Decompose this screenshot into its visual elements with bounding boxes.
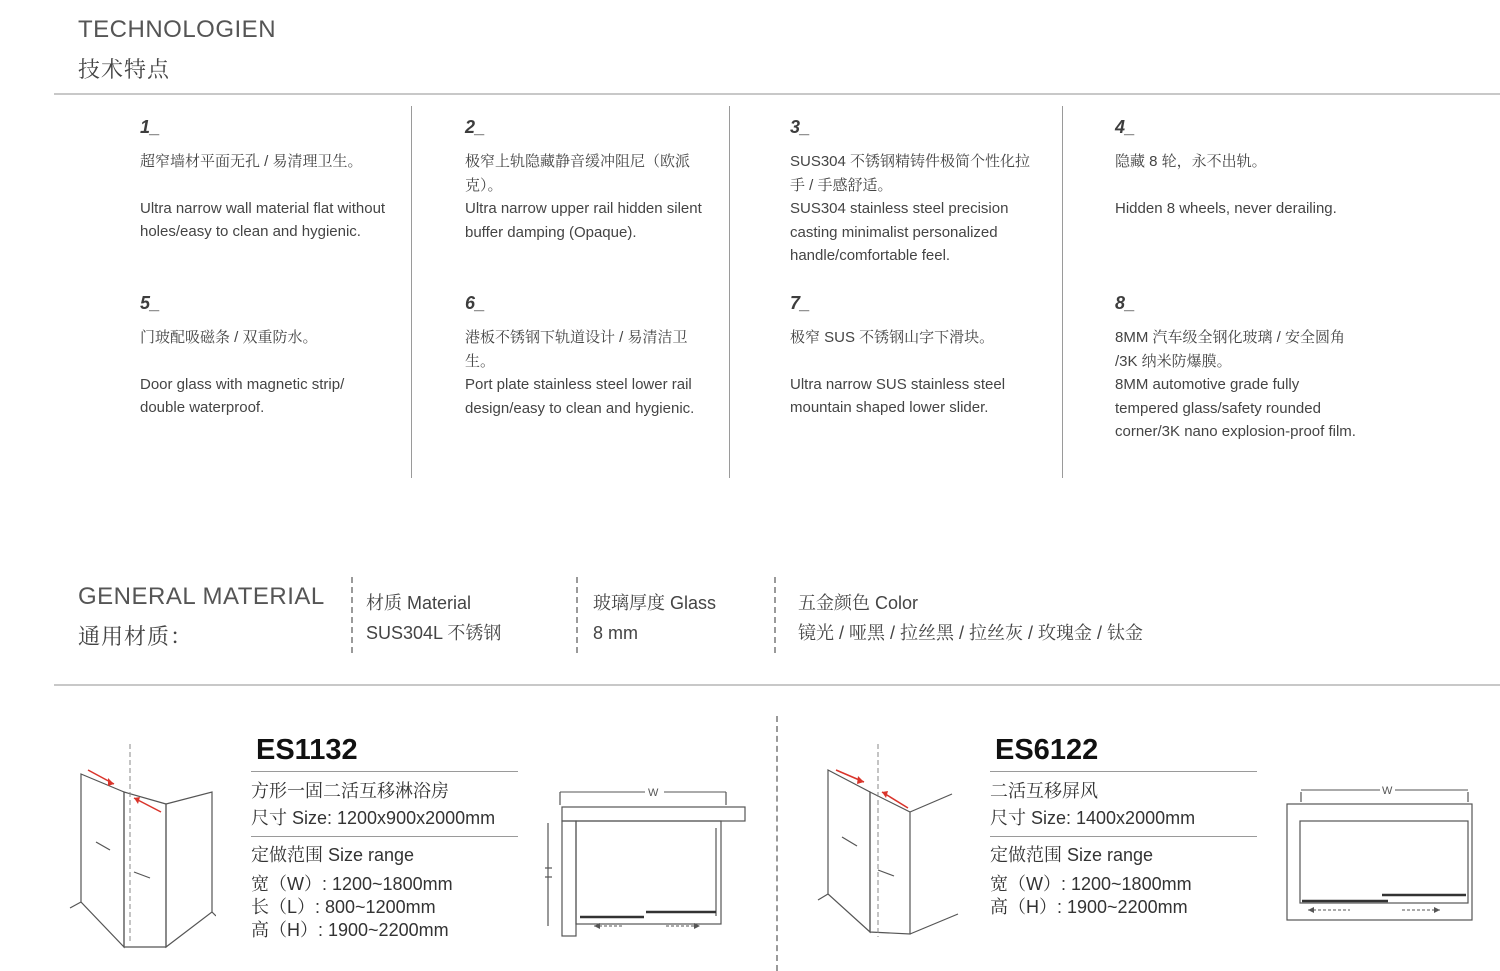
model-underline xyxy=(990,771,1257,772)
color-item xyxy=(798,588,1143,648)
section-title-en: TECHNOLOGIEN xyxy=(78,16,277,43)
material-value: SUS304L 不锈钢 xyxy=(366,623,502,643)
feature-number: 7_ xyxy=(790,293,811,313)
feature-text-en: SUS304 stainless steel precision casting minimalist personalized handle/comfortable feel. xyxy=(790,200,1009,264)
glass-item xyxy=(593,588,716,648)
feature-text-zh: 极窄上轨隐藏静音缓冲阻尼（欧派克）。 xyxy=(465,153,691,194)
color-label: 五金颜色 Color xyxy=(798,593,919,613)
feature-text-en: Port plate stainless steel lower rail design/easy to clean and hygienic. xyxy=(465,376,695,417)
column-divider xyxy=(411,106,412,478)
feature-text-en: Ultra narrow SUS stainless steel mountain shaped lower slider. xyxy=(790,375,1006,416)
product-size: 尺寸 Size: 1200x900x2000mm xyxy=(251,808,496,828)
glass-value: 8 mm xyxy=(593,623,638,643)
size-range-height: 高（H）: 1900~2200mm xyxy=(990,897,1188,917)
material-item xyxy=(366,588,501,648)
feature-text-zh: 超窄墙材平面无孔 / 易清理卫生。 xyxy=(140,153,363,170)
feature-text-zh: SUS304 不锈钢精铸件极简个性化拉手 / 手感舒适。 xyxy=(790,153,1031,194)
size-range-height: 高（H）: 1900~2200mm xyxy=(251,920,449,940)
model-title: ES1132 xyxy=(256,734,358,766)
section-title-zh: 技术特点 xyxy=(78,57,171,82)
feature-item xyxy=(140,116,390,244)
product-divider xyxy=(776,716,778,971)
size-range-title: 定做范围 Size range xyxy=(251,845,415,865)
model-title: ES6122 xyxy=(995,734,1099,766)
material-title-en: GENERAL MATERIAL xyxy=(78,583,325,610)
feature-item xyxy=(1115,116,1365,220)
column-divider xyxy=(1062,106,1063,478)
feature-item xyxy=(790,292,1040,420)
feature-number: 1_ xyxy=(140,117,161,137)
feature-text-zh: 8MM 汽车级全钢化玻璃 / 安全圆角 /3K 纳米防爆膜。 xyxy=(1115,329,1346,370)
size-range-title: 定做范围 Size range xyxy=(990,845,1154,865)
column-divider xyxy=(729,106,730,478)
feature-number: 8_ xyxy=(1115,293,1136,313)
shower-screen-3d-drawing xyxy=(812,742,962,942)
feature-item xyxy=(790,116,1040,268)
color-value: 镜光 / 哑黑 / 拉丝黑 / 拉丝灰 / 玫瑰金 / 钛金 xyxy=(798,623,1144,643)
feature-number: 5_ xyxy=(140,293,161,313)
material-label: 材质 Material xyxy=(366,593,472,613)
feature-text-en: Hidden 8 wheels, never derailing. xyxy=(1115,199,1337,217)
feature-text-zh: 极窄 SUS 不锈钢山字下滑块。 xyxy=(790,329,995,346)
plan-width-label: W xyxy=(1382,785,1393,797)
material-divider xyxy=(774,577,776,653)
spec-underline xyxy=(251,836,518,837)
feature-text-en: Ultra narrow wall material flat without holes/easy to clean and hygienic. xyxy=(140,199,386,240)
product-name: 方形一固二活互移淋浴房 xyxy=(251,781,449,801)
feature-item xyxy=(1115,292,1365,444)
feature-item xyxy=(465,116,715,244)
feature-number: 4_ xyxy=(1115,117,1136,137)
header-divider xyxy=(54,93,1500,95)
size-range-width: 宽（W）: 1200~1800mm xyxy=(251,874,453,894)
plan-width-label: W xyxy=(648,787,659,799)
product-name: 二活互移屏风 xyxy=(990,781,1098,801)
material-divider xyxy=(576,577,578,653)
spec-underline xyxy=(990,836,1257,837)
glass-label: 玻璃厚度 Glass xyxy=(593,593,717,613)
feature-text-zh: 隐藏 8 轮，永不出轨。 xyxy=(1115,153,1267,170)
feature-text-en: Ultra narrow upper rail hidden silent buffer damping (Opaque). xyxy=(465,200,702,241)
feature-item xyxy=(140,292,390,420)
shower-enclosure-3d-drawing xyxy=(66,742,216,952)
material-divider xyxy=(351,577,353,653)
product-size: 尺寸 Size: 1400x2000mm xyxy=(990,808,1196,828)
feature-text-en: 8MM automotive grade fully tempered glass/safety rounded corner/3K nano explosion-proof film. xyxy=(1115,376,1356,440)
feature-number: 2_ xyxy=(465,117,486,137)
material-divider-bottom xyxy=(54,684,1500,686)
feature-text-zh: 港板不锈钢下轨道设计 / 易清洁卫生。 xyxy=(465,329,688,370)
size-range-width: 宽（W）: 1200~1800mm xyxy=(990,874,1192,894)
feature-item xyxy=(465,292,715,420)
shower-enclosure-plan-drawing xyxy=(540,780,750,940)
feature-text-en: Door glass with magnetic strip/ double waterproof. xyxy=(140,375,345,416)
size-range-length: 长（L）: 800~1200mm xyxy=(251,897,436,917)
feature-number: 6_ xyxy=(465,293,486,313)
model-underline xyxy=(251,771,518,772)
feature-text-zh: 门玻配吸磁条 / 双重防水。 xyxy=(140,329,318,346)
material-title-zh: 通用材质： xyxy=(78,624,194,649)
feature-number: 3_ xyxy=(790,117,811,137)
shower-screen-plan-drawing xyxy=(1280,778,1480,928)
